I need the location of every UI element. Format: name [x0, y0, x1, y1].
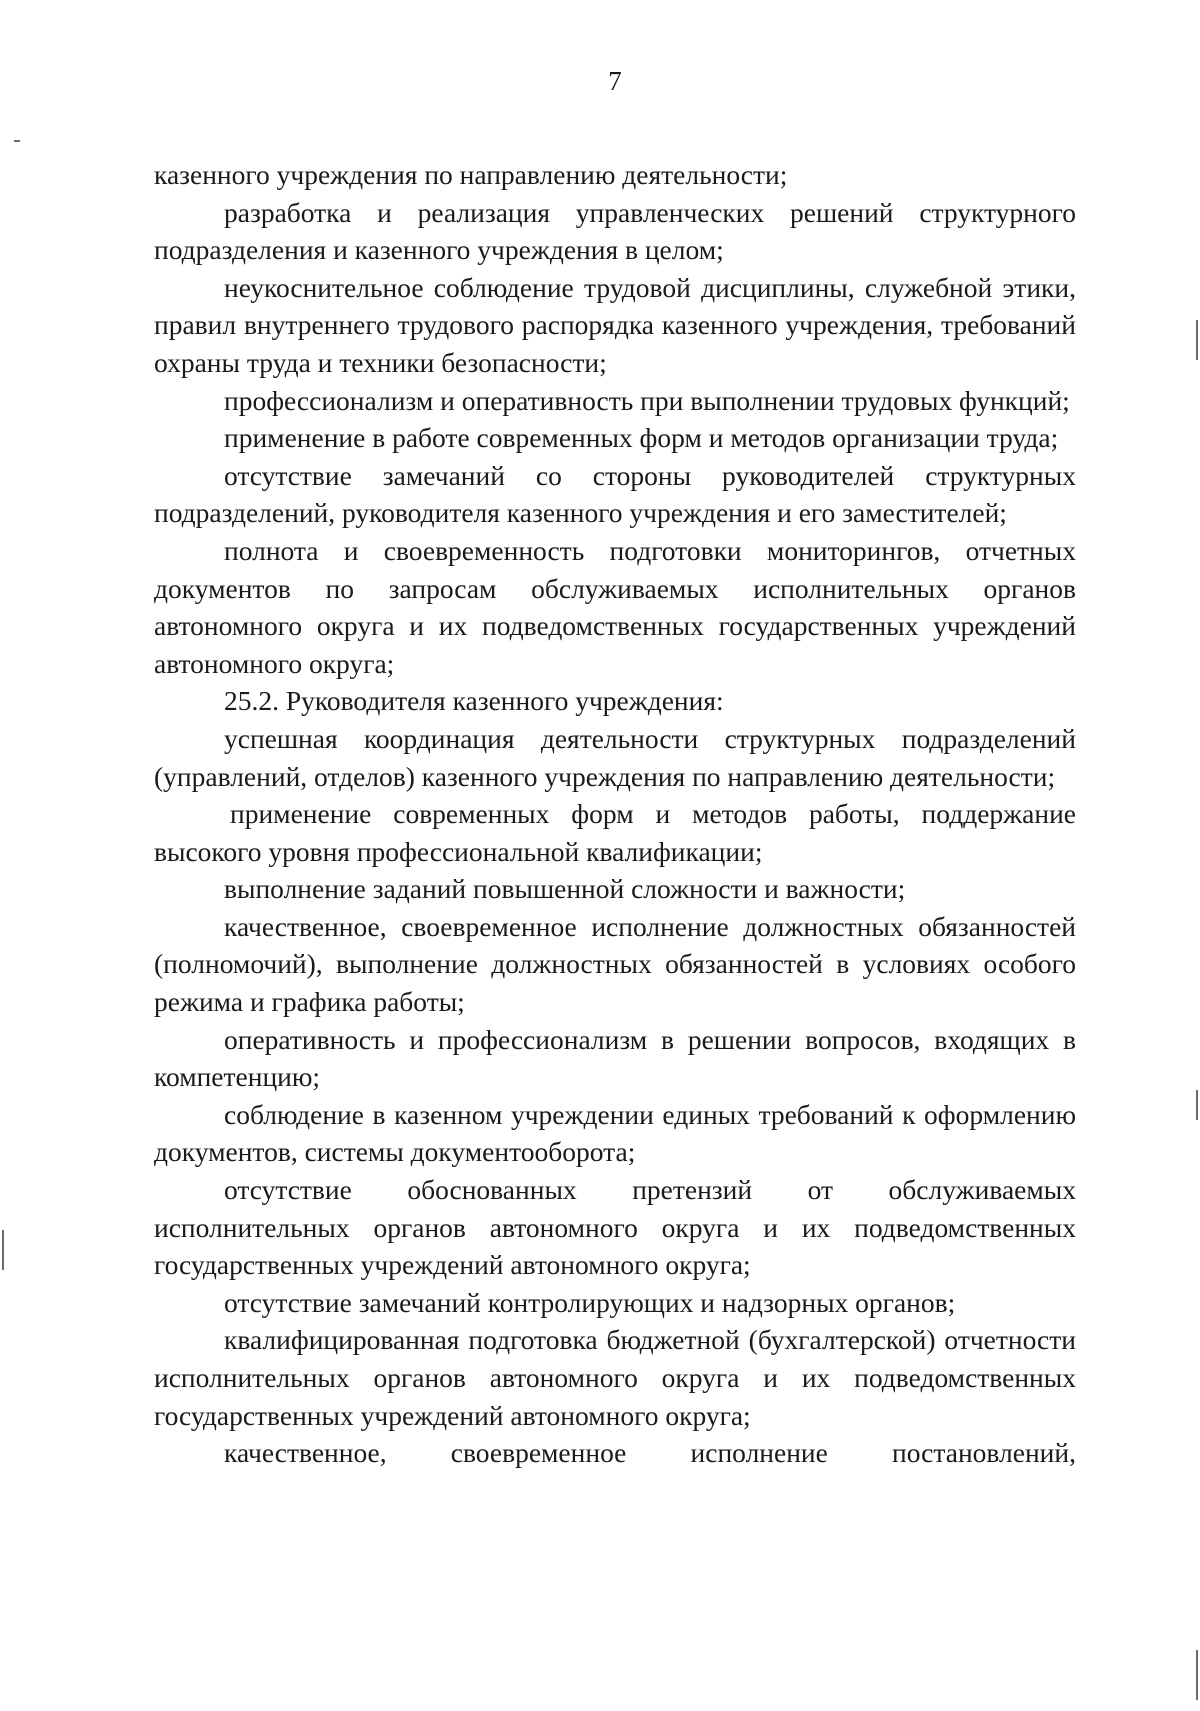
paragraph: казенного учреждения по направлению деятельности;: [154, 159, 788, 190]
paragraph: применение в работе современных форм и методов организации труда;: [224, 422, 1059, 454]
paragraph: квалифицированная подготовка бюджетной (бухгалтерской) отчетности исполнительных органов автономного округа и их подведомственных государственных учреждений автономного округа;: [154, 1324, 1076, 1431]
page-number: 7: [608, 66, 622, 96]
paragraph: неукоснительное соблюдение трудовой дисциплины, служебной этики, правил внутреннего трудового распорядка казенного учреждения, требований охраны труда и техники безопасности;: [154, 271, 1076, 378]
scan-artifact: [1196, 1650, 1198, 1700]
scan-artifact: [14, 140, 20, 142]
paragraph: соблюдение в казенном учреждении единых требований к оформлению документов, системы документооборота;: [154, 1098, 1076, 1168]
paragraph: отсутствие замечаний контролирующих и надзорных органов;: [224, 1286, 956, 1318]
paragraph: применение современных форм и методов работы, поддержание высокого уровня профессиональной квалификации;: [154, 798, 1076, 867]
document-body: [154, 156, 1076, 1472]
paragraph: профессионализм и оперативность при выполнении трудовых функций;: [224, 384, 1070, 416]
paragraph: качественное, своевременное исполнение постановлений,: [224, 1437, 1076, 1469]
scan-artifact: [1196, 320, 1198, 360]
paragraph: разработка и реализация управленческих решений структурного подразделения и казенного учреждения в целом;: [154, 196, 1076, 266]
paragraph: полнота и своевременность подготовки мониторингов, отчетных документов по запросам обслуживаемых исполнительных органов автономного округа и их подведомственных государственных учреждений автономного округа;: [154, 534, 1076, 679]
paragraph: выполнение заданий повышенной сложности и важности;: [224, 873, 906, 905]
scan-artifact: [1196, 1090, 1198, 1120]
paragraph: отсутствие обоснованных претензий от обслуживаемых исполнительных органов автономного округа и их подведомственных государственных учреждений автономного округа;: [154, 1174, 1076, 1281]
paragraph: успешная координация деятельности структурных подразделений (управлений, отделов) казенного учреждения по направлению деятельности;: [154, 722, 1076, 792]
scan-artifact: [2, 1230, 4, 1270]
section-heading: 25.2. Руководителя казенного учреждения:: [224, 685, 724, 717]
paragraph: качественное, своевременное исполнение должностных обязанностей (полномочий), выполнение должностных обязанностей в условиях особого режима и графика работы;: [154, 910, 1076, 1018]
paragraph: отсутствие замечаний со стороны руководителей структурных подразделений, руководителя казенного учреждения и его заместителей;: [154, 459, 1076, 529]
paragraph: оперативность и профессионализм в решении вопросов, входящих в компетенцию;: [154, 1023, 1076, 1093]
